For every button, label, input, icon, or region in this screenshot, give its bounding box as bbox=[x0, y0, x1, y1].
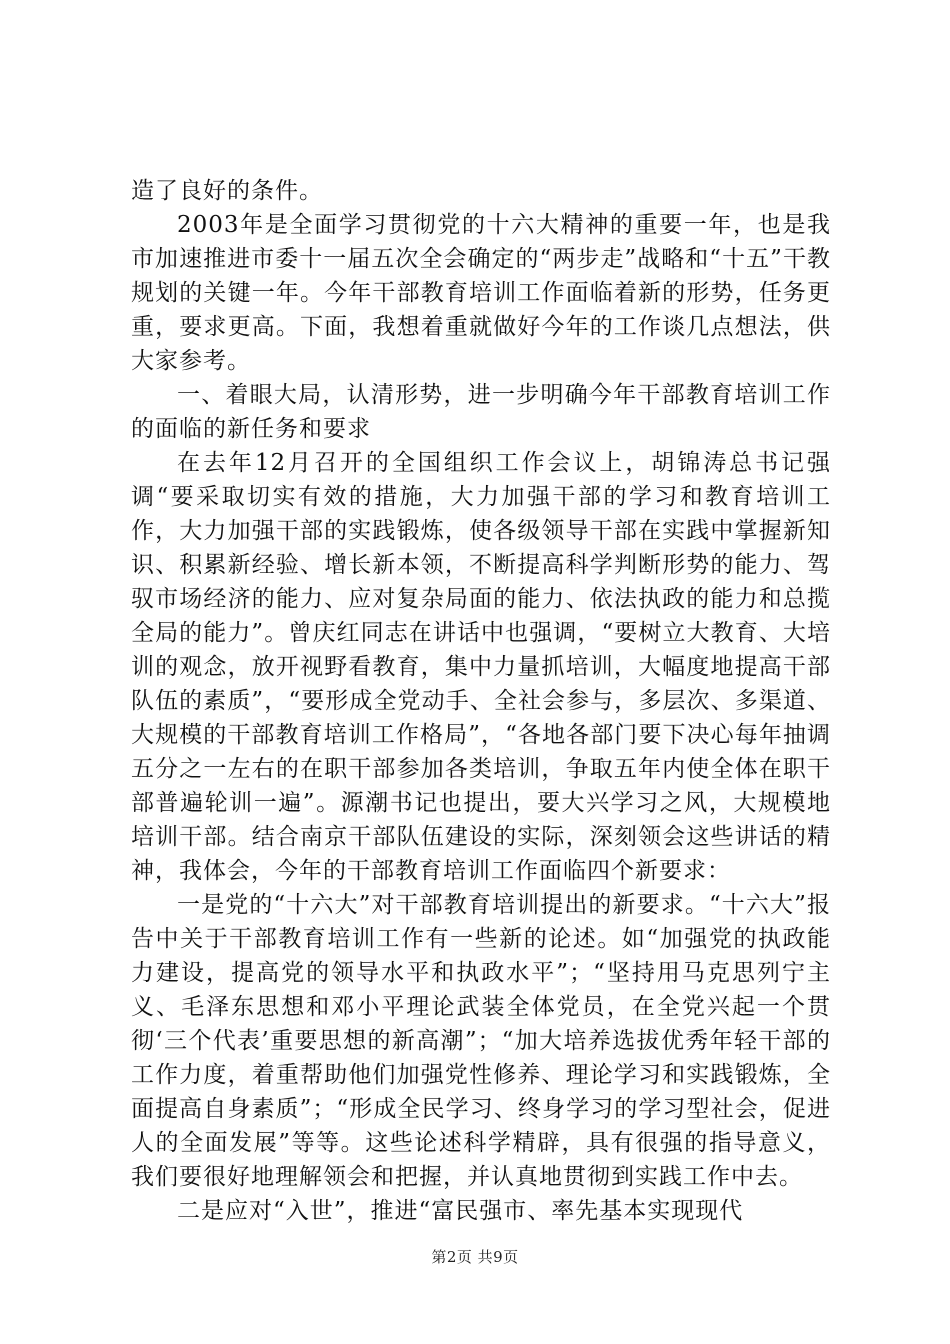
paragraph-conference: 在去年12月召开的全国组织工作会议上，胡锦涛总书记强调“要采取切实有效的措施，大力加强干部的学习和教育培训工作，大力加强干部的实践锻炼，使各级领导干部在实践中掌握新知识、积累新经验、增长新本领，不断提高科学判断形势的能力、驾驭市场经济的能力、应对复杂局面的能力、依法执政的能力和总揽全局的能力”。曾庆红同志在讲话中也强调，“要树立大教育、大培训的观念，放开视野看教育，集中力量抓培训，大幅度地提高干部队伍的素质”，“要形成全党动手、全社会参与，多层次、多渠道、大规模的干部教育培训工作格局”，“各地各部门要下决心每年抽调五分之一左右的在职干部参加各类培训，争取五年内使全体在职干部普遍轮训一遍”。源潮书记也提出，要大兴学习之风，大规模地培训干部。结合南京干部队伍建设的实际，深刻领会这些讲话的精神，我体会，今年的干部教育培训工作面临四个新要求： bbox=[131, 450, 831, 884]
paragraph-requirement-two: 二是应对“入世”，推进“富民强市、率先基本实现现代 bbox=[177, 1198, 744, 1224]
paragraph-requirement-one: 一是党的“十六大”对干部教育培训提出的新要求。“十六大”报告中关于干部教育培训工作有一些新的论述。如“加强党的执政能力建设，提高党的领导水平和执政水平”；“坚持用马克思列宁主义、毛泽东思想和邓小平理论武装全体党员，在全党兴起一个贯彻‘三个代表’重要思想的新高潮”；“加大培养选拔优秀年轻干部的工作力度，着重帮助他们加强党性修养、理论学习和实践锻炼，全面提高自身素质”；“形成全民学习、终身学习的学习型社会，促进人的全面发展”等等。这些论述科学精辟，具有很强的指导意义，我们要很好地理解领会和把握，并认真地贯彻到实践工作中去。 bbox=[131, 892, 831, 1190]
page-number-footer: 第2页 共9页 bbox=[431, 1248, 519, 1266]
paragraph-intro: 2003年是全面学习贯彻党的十六大精神的重要一年，也是我市加速推进市委十一届五次全会确定的“两步走”战略和“十五”干教规划的关键一年。今年干部教育培训工作面临着新的形势，任务更重，要求更高。下面，我想着重就做好今年的工作谈几点想法，供大家参考。 bbox=[131, 212, 831, 374]
paragraph-continuation: 造了良好的条件。 bbox=[131, 178, 323, 204]
section-heading: 一、着眼大局，认清形势，进一步明确今年干部教育培训工作的面临的新任务和要求 bbox=[131, 382, 831, 442]
document-body bbox=[131, 174, 831, 1228]
